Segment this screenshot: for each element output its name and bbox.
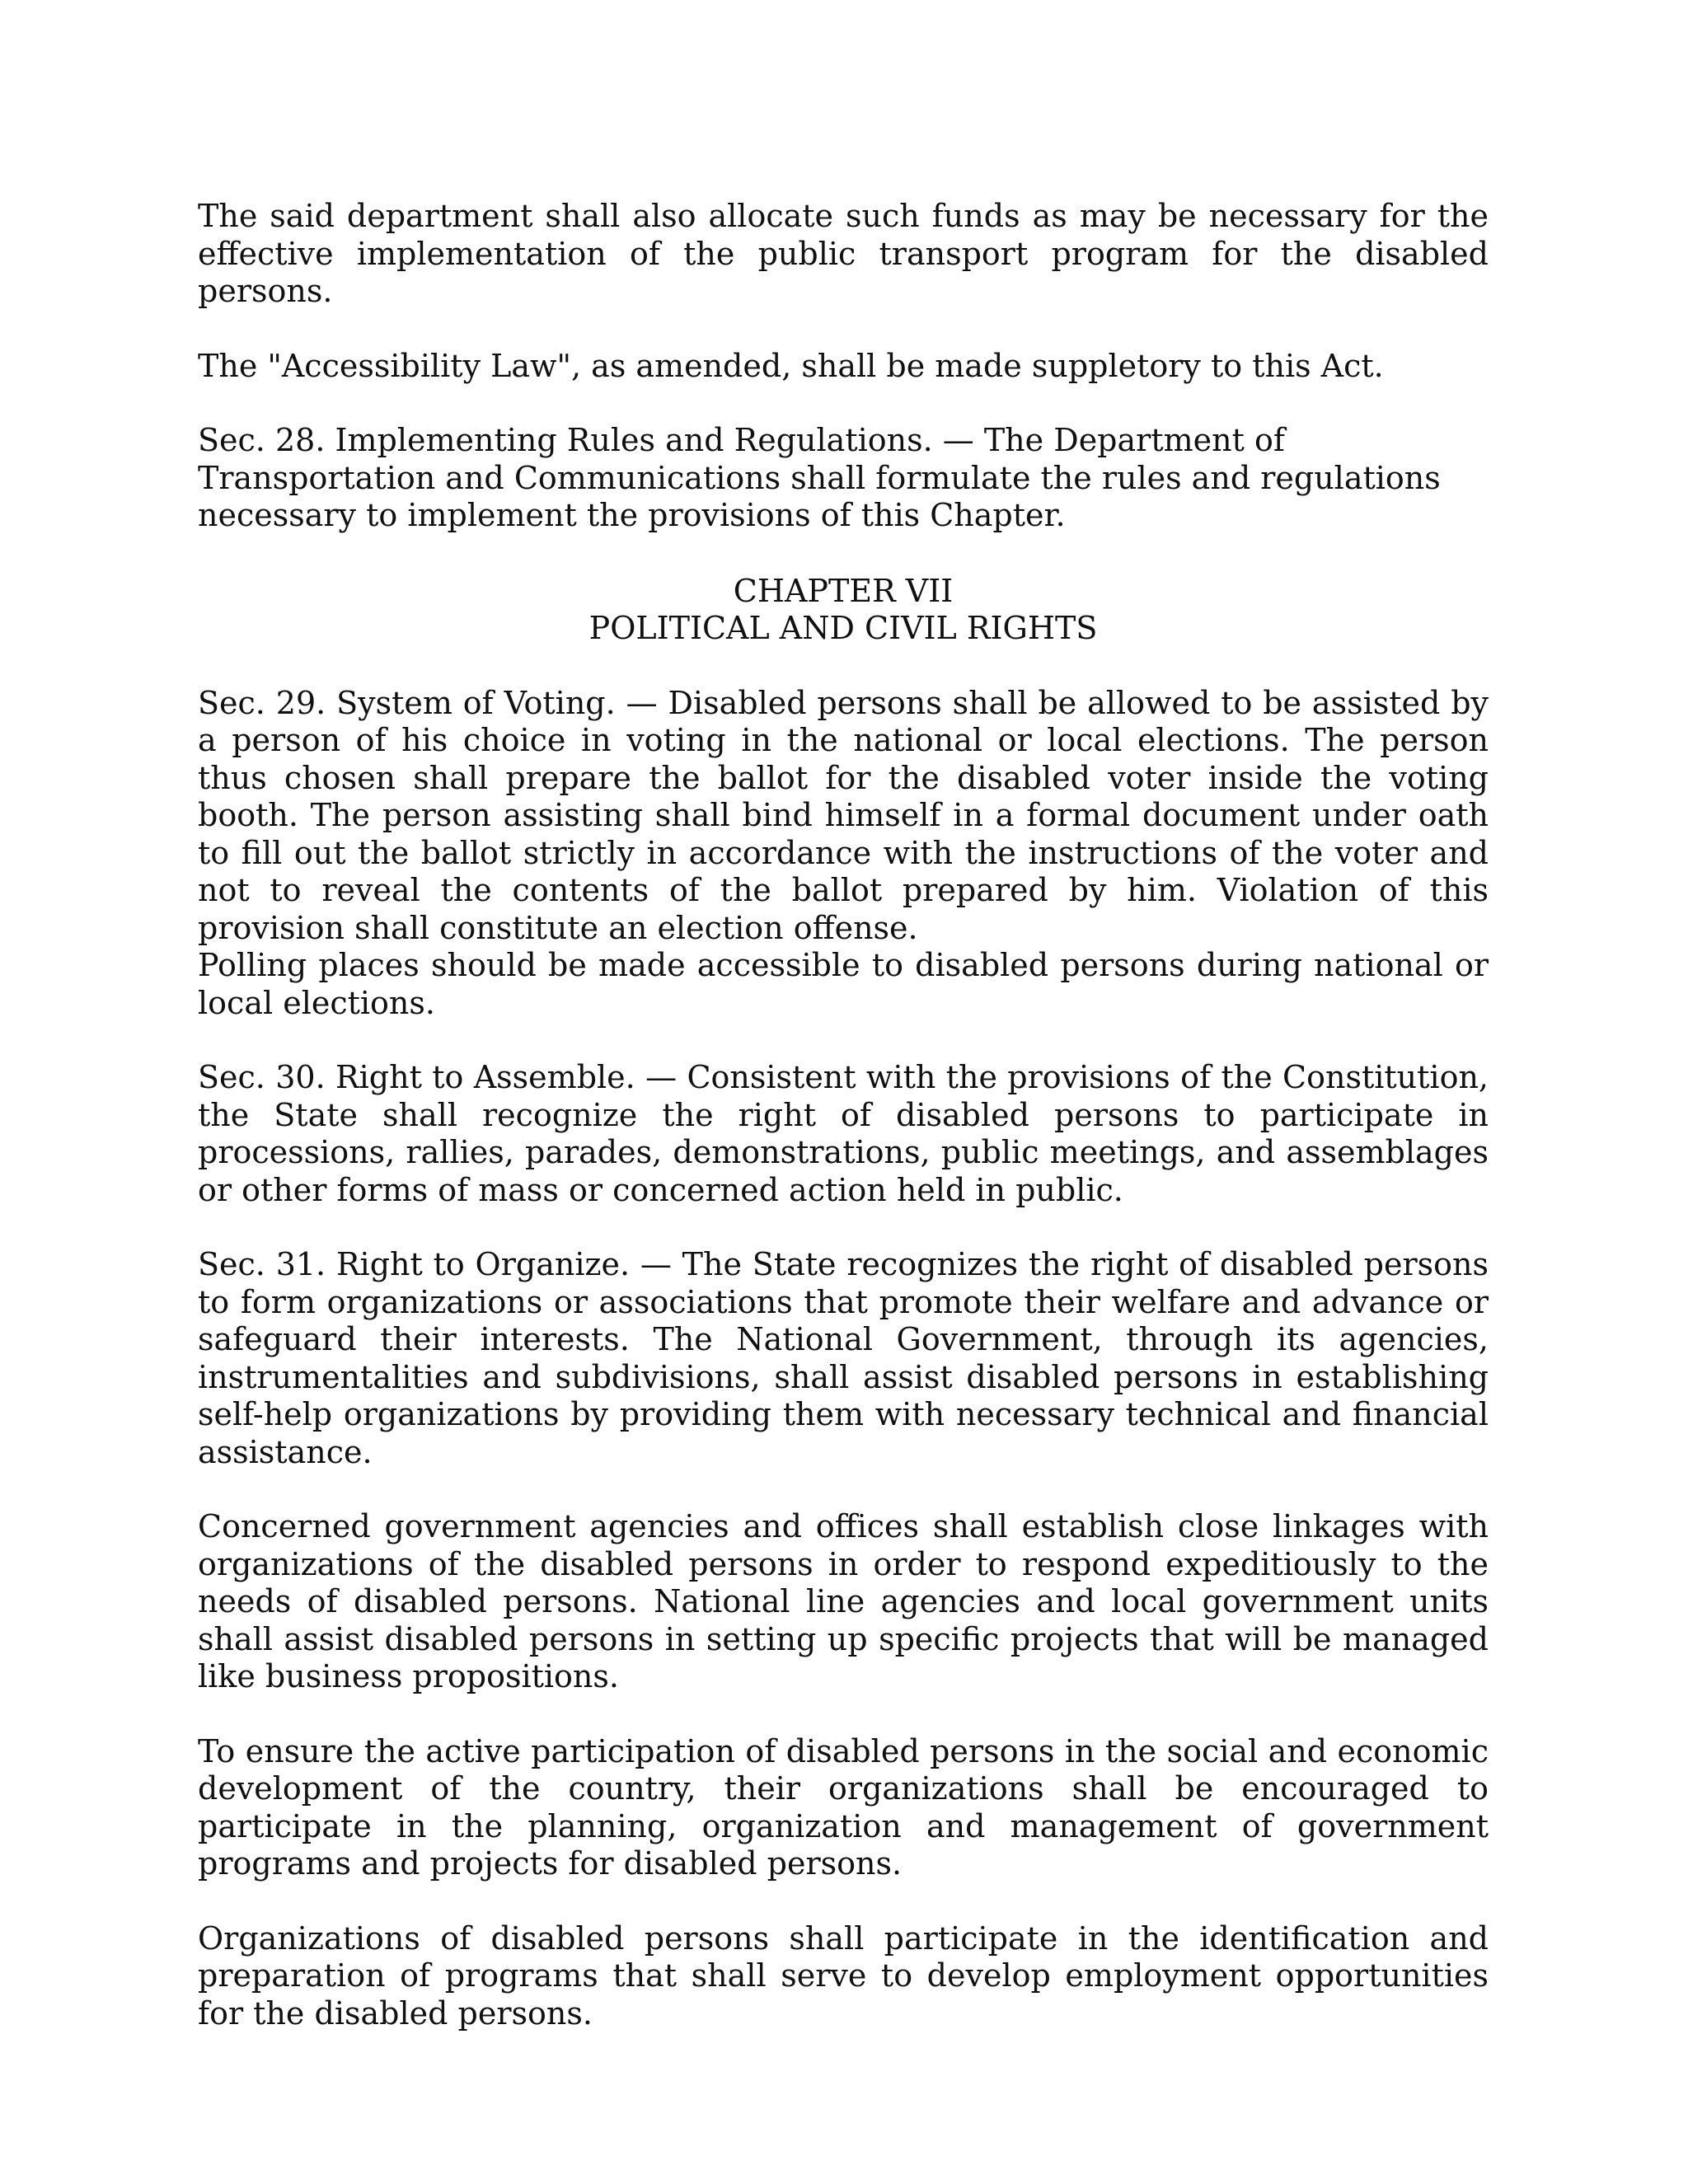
paragraph-funds: The said department shall also allocate such funds as may be necessary for the effective implementation of the public transport program for the disabled persons. [198, 198, 1489, 309]
section-29-text: Sec. 29. System of Voting. — Disabled persons shall be allowed to be assisted by a person of his choice in voting in the national or local elections. The person thus chosen shall prepare the ballot for the disabled voter inside the voting booth. The person assisting shall bind himself in a formal document under oath to fill out the ballot strictly in accordance with the instructions of the voter and not to reveal the contents of the ballot prepared by him. Violation of this provision shall constitute an election offense. [198, 684, 1489, 946]
section-30: Sec. 30. Right to Assemble. — Consistent with the provisions of the Constitution, the State shall recognize the right of disabled persons to participate in processions, rallies, parades, demonstrations, public meetings, and assemblages or other forms of mass or concerned action held in public. [198, 1059, 1489, 1208]
paragraph-active-participation: To ensure the active participation of disabled persons in the social and economic development of the country, their organizations shall be encouraged to participate in the planning, organization and management of government programs and projects for disabled persons. [198, 1732, 1489, 1882]
paragraph-accessibility-law: The "Accessibility Law", as amended, shall be made suppletory to this Act. [198, 347, 1384, 384]
chapter-title: POLITICAL AND CIVIL RIGHTS [588, 610, 1098, 646]
paragraph-organizations-participate: Organizations of disabled persons shall participate in the identification and preparation of programs that shall serve to develop employment opportunities for the disabled persons. [198, 1919, 1489, 2032]
document-page [198, 198, 1489, 2069]
paragraph-concerned-agencies: Concerned government agencies and offices shall establish close linkages with organizations of the disabled persons in order to respond expeditiously to the needs of disabled persons. National line agencies and local government units shall assist disabled persons in setting up specific projects that will be managed like business propositions. [198, 1508, 1489, 1694]
section-31: Sec. 31. Right to Organize. — The State recognizes the right of disabled persons to form organizations or associations that promote their welfare and advance or safeguard their interests. The National Government, through its agencies, instrumentalities and subdivisions, shall assist disabled persons in establishing self-help organizations by providing them with necessary technical and financial assistance. [198, 1246, 1489, 1470]
chapter-heading [198, 573, 1489, 648]
section-29 [198, 685, 1489, 1023]
section-29-polling: Polling places should be made accessible to disabled persons during national or local elections. [198, 947, 1489, 1021]
section-28: Sec. 28. Implementing Rules and Regulations. — The Department of Transportation and Communications shall formulate the rules and regulations necessary to implement the provisions of this Chapter. [198, 422, 1441, 533]
chapter-number: CHAPTER VII [733, 572, 954, 609]
